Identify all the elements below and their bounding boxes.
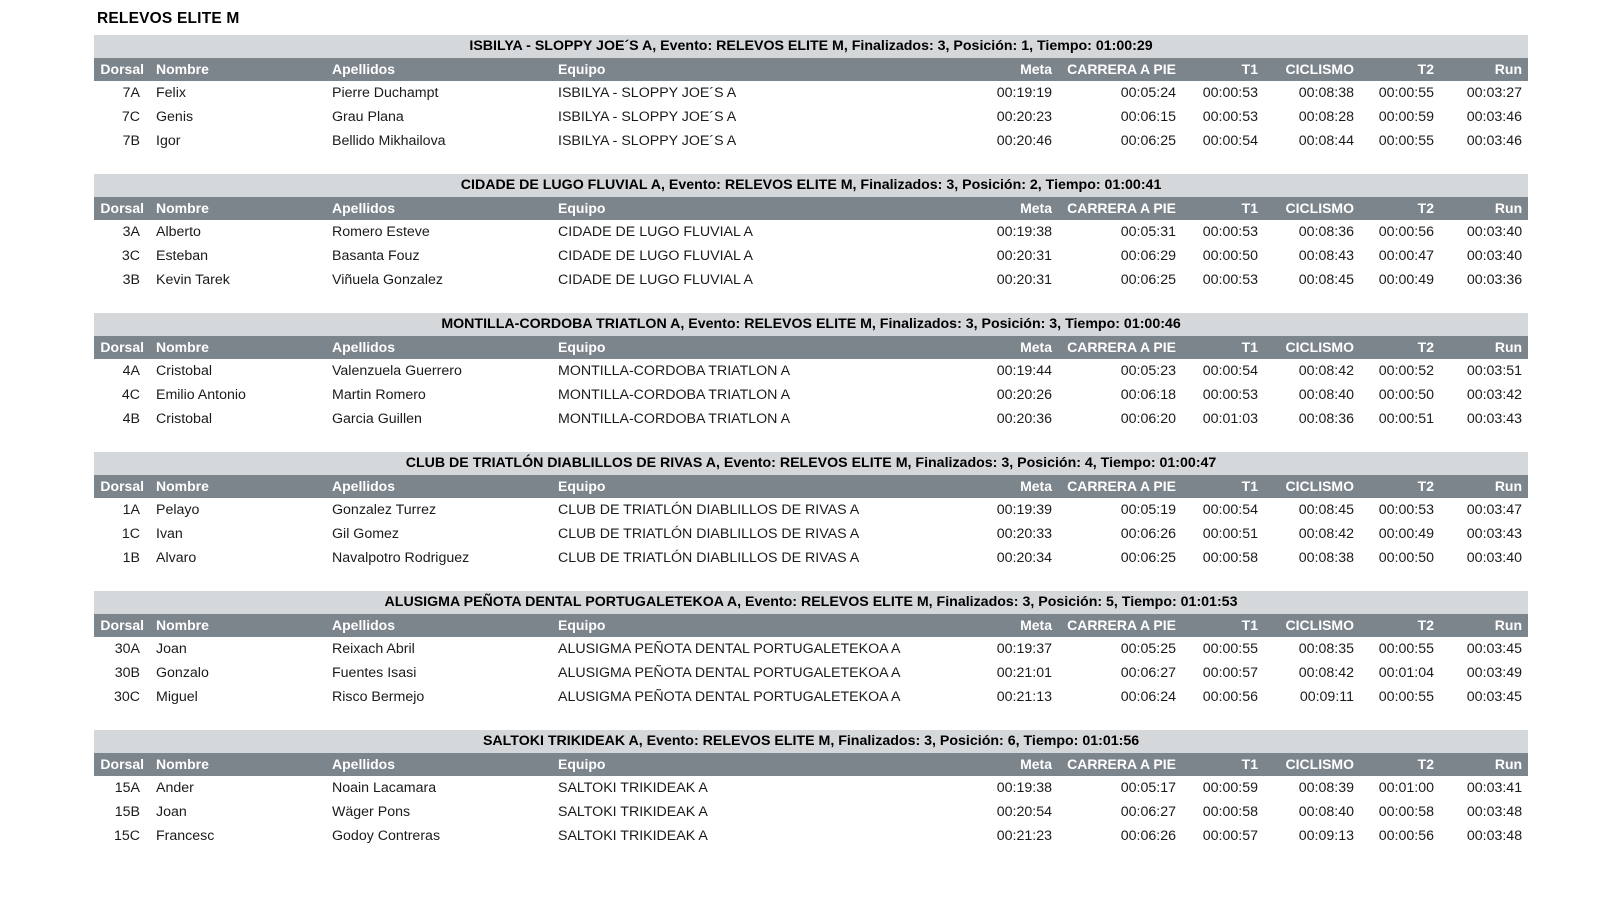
cell-ciclismo: 00:08:42 bbox=[1264, 522, 1360, 546]
table-row[interactable] bbox=[94, 220, 1528, 244]
cell-dorsal: 15A bbox=[94, 776, 150, 800]
column-header-carrera-a-pie[interactable]: CARRERA A PIE bbox=[1058, 753, 1182, 776]
cell-nombre: Felix bbox=[150, 81, 326, 105]
column-header-dorsal[interactable]: Dorsal bbox=[94, 753, 150, 776]
cell-t1: 00:00:53 bbox=[1182, 383, 1264, 407]
cell-meta: 00:19:39 bbox=[954, 498, 1058, 522]
column-header-meta[interactable]: Meta bbox=[954, 753, 1058, 776]
cell-t2: 00:00:55 bbox=[1360, 685, 1440, 709]
cell-t1: 00:00:58 bbox=[1182, 800, 1264, 824]
cell-apellidos: Martin Romero bbox=[326, 383, 552, 407]
cell-meta: 00:19:37 bbox=[954, 637, 1058, 661]
column-header-ciclismo[interactable]: CICLISMO bbox=[1264, 58, 1360, 81]
column-header-dorsal[interactable]: Dorsal bbox=[94, 58, 150, 81]
column-header-carrera-a-pie[interactable]: CARRERA A PIE bbox=[1058, 475, 1182, 498]
cell-carrera-a-pie: 00:05:25 bbox=[1058, 637, 1182, 661]
cell-run: 00:03:45 bbox=[1440, 685, 1528, 709]
cell-ciclismo: 00:08:43 bbox=[1264, 244, 1360, 268]
team-summary-title: SALTOKI TRIKIDEAK A, Evento: RELEVOS ELITE M, Finalizados: 3, Posición: 6, Tiempo: 01:01:56 bbox=[94, 730, 1528, 753]
cell-t1: 00:00:55 bbox=[1182, 637, 1264, 661]
cell-equipo: ALUSIGMA PEÑOTA DENTAL PORTUGALETEKOA A bbox=[552, 685, 954, 709]
cell-ciclismo: 00:08:39 bbox=[1264, 776, 1360, 800]
team-results-table bbox=[94, 591, 1528, 709]
cell-dorsal: 4C bbox=[94, 383, 150, 407]
cell-carrera-a-pie: 00:06:15 bbox=[1058, 105, 1182, 129]
cell-nombre: Cristobal bbox=[150, 407, 326, 431]
cell-equipo: ISBILYA - SLOPPY JOE´S A bbox=[552, 129, 954, 153]
table-row[interactable] bbox=[94, 105, 1528, 129]
cell-run: 00:03:48 bbox=[1440, 800, 1528, 824]
cell-run: 00:03:42 bbox=[1440, 383, 1528, 407]
cell-apellidos: Wäger Pons bbox=[326, 800, 552, 824]
cell-t2: 00:00:55 bbox=[1360, 637, 1440, 661]
cell-apellidos: Fuentes Isasi bbox=[326, 661, 552, 685]
column-header-equipo[interactable]: Equipo bbox=[552, 475, 954, 498]
cell-carrera-a-pie: 00:06:25 bbox=[1058, 129, 1182, 153]
column-header-t1[interactable]: T1 bbox=[1182, 336, 1264, 359]
column-header-ciclismo[interactable]: CICLISMO bbox=[1264, 336, 1360, 359]
cell-equipo: CLUB DE TRIATLÓN DIABLILLOS DE RIVAS A bbox=[552, 522, 954, 546]
column-header-apellidos[interactable]: Apellidos bbox=[326, 753, 552, 776]
team-summary-title: CLUB DE TRIATLÓN DIABLILLOS DE RIVAS A, Evento: RELEVOS ELITE M, Finalizados: 3, Posición: 4, Tiempo: 01:00:47 bbox=[94, 452, 1528, 475]
cell-nombre: Alberto bbox=[150, 220, 326, 244]
column-header-run[interactable]: Run bbox=[1440, 58, 1528, 81]
team-summary-title: ISBILYA - SLOPPY JOE´S A, Evento: RELEVOS ELITE M, Finalizados: 3, Posición: 1, Tiempo: 01:00:29 bbox=[94, 35, 1528, 58]
cell-ciclismo: 00:08:45 bbox=[1264, 268, 1360, 292]
cell-t2: 00:00:49 bbox=[1360, 522, 1440, 546]
cell-nombre: Joan bbox=[150, 637, 326, 661]
cell-run: 00:03:40 bbox=[1440, 220, 1528, 244]
team-summary-title: CIDADE DE LUGO FLUVIAL A, Evento: RELEVOS ELITE M, Finalizados: 3, Posición: 2, Tiempo: 01:00:41 bbox=[94, 174, 1528, 197]
column-header-meta[interactable]: Meta bbox=[954, 197, 1058, 220]
cell-dorsal: 1C bbox=[94, 522, 150, 546]
column-header-equipo[interactable]: Equipo bbox=[552, 614, 954, 637]
cell-meta: 00:21:13 bbox=[954, 685, 1058, 709]
cell-equipo: SALTOKI TRIKIDEAK A bbox=[552, 776, 954, 800]
cell-run: 00:03:46 bbox=[1440, 105, 1528, 129]
cell-carrera-a-pie: 00:05:23 bbox=[1058, 359, 1182, 383]
cell-t2: 00:00:56 bbox=[1360, 824, 1440, 848]
cell-equipo: CIDADE DE LUGO FLUVIAL A bbox=[552, 220, 954, 244]
cell-apellidos: Noain Lacamara bbox=[326, 776, 552, 800]
cell-ciclismo: 00:08:36 bbox=[1264, 220, 1360, 244]
cell-apellidos: Romero Esteve bbox=[326, 220, 552, 244]
cell-t2: 00:00:59 bbox=[1360, 105, 1440, 129]
column-header-run[interactable]: Run bbox=[1440, 753, 1528, 776]
cell-ciclismo: 00:08:44 bbox=[1264, 129, 1360, 153]
cell-carrera-a-pie: 00:06:27 bbox=[1058, 661, 1182, 685]
team-results-table bbox=[94, 452, 1528, 570]
cell-meta: 00:19:38 bbox=[954, 220, 1058, 244]
cell-dorsal: 7C bbox=[94, 105, 150, 129]
column-header-equipo[interactable]: Equipo bbox=[552, 336, 954, 359]
column-header-equipo[interactable]: Equipo bbox=[552, 58, 954, 81]
team-results-table bbox=[94, 313, 1528, 431]
cell-run: 00:03:27 bbox=[1440, 81, 1528, 105]
column-header-apellidos[interactable]: Apellidos bbox=[326, 58, 552, 81]
column-header-ciclismo[interactable]: CICLISMO bbox=[1264, 614, 1360, 637]
table-row[interactable] bbox=[94, 244, 1528, 268]
column-header-t2[interactable]: T2 bbox=[1360, 197, 1440, 220]
cell-dorsal: 3A bbox=[94, 220, 150, 244]
column-header-t2[interactable]: T2 bbox=[1360, 475, 1440, 498]
cell-equipo: CLUB DE TRIATLÓN DIABLILLOS DE RIVAS A bbox=[552, 498, 954, 522]
cell-meta: 00:19:44 bbox=[954, 359, 1058, 383]
table-row[interactable] bbox=[94, 661, 1528, 685]
column-header-t2[interactable]: T2 bbox=[1360, 753, 1440, 776]
cell-ciclismo: 00:08:42 bbox=[1264, 359, 1360, 383]
cell-equipo: MONTILLA-CORDOBA TRIATLON A bbox=[552, 359, 954, 383]
team-title-band bbox=[94, 35, 1528, 58]
cell-meta: 00:21:01 bbox=[954, 661, 1058, 685]
column-header-meta[interactable]: Meta bbox=[954, 614, 1058, 637]
column-header-dorsal[interactable]: Dorsal bbox=[94, 614, 150, 637]
cell-t1: 00:00:51 bbox=[1182, 522, 1264, 546]
table-row[interactable] bbox=[94, 776, 1528, 800]
cell-t2: 00:00:51 bbox=[1360, 407, 1440, 431]
cell-ciclismo: 00:09:13 bbox=[1264, 824, 1360, 848]
team-title-band bbox=[94, 591, 1528, 614]
column-header-nombre[interactable]: Nombre bbox=[150, 753, 326, 776]
table-row[interactable] bbox=[94, 522, 1528, 546]
cell-carrera-a-pie: 00:06:18 bbox=[1058, 383, 1182, 407]
cell-run: 00:03:41 bbox=[1440, 776, 1528, 800]
team-title-band bbox=[94, 730, 1528, 753]
cell-carrera-a-pie: 00:06:26 bbox=[1058, 824, 1182, 848]
cell-carrera-a-pie: 00:05:17 bbox=[1058, 776, 1182, 800]
cell-t2: 00:00:50 bbox=[1360, 546, 1440, 570]
cell-dorsal: 7B bbox=[94, 129, 150, 153]
cell-run: 00:03:45 bbox=[1440, 637, 1528, 661]
cell-ciclismo: 00:08:38 bbox=[1264, 81, 1360, 105]
cell-meta: 00:19:38 bbox=[954, 776, 1058, 800]
cell-ciclismo: 00:09:11 bbox=[1264, 685, 1360, 709]
cell-meta: 00:20:34 bbox=[954, 546, 1058, 570]
cell-nombre: Alvaro bbox=[150, 546, 326, 570]
cell-t2: 00:00:47 bbox=[1360, 244, 1440, 268]
cell-dorsal: 7A bbox=[94, 81, 150, 105]
column-header-run[interactable]: Run bbox=[1440, 614, 1528, 637]
team-title-band bbox=[94, 452, 1528, 475]
cell-meta: 00:20:46 bbox=[954, 129, 1058, 153]
cell-t1: 00:00:57 bbox=[1182, 661, 1264, 685]
column-header-nombre[interactable]: Nombre bbox=[150, 475, 326, 498]
cell-carrera-a-pie: 00:06:25 bbox=[1058, 546, 1182, 570]
cell-equipo: CIDADE DE LUGO FLUVIAL A bbox=[552, 268, 954, 292]
column-header-dorsal[interactable]: Dorsal bbox=[94, 197, 150, 220]
cell-apellidos: Godoy Contreras bbox=[326, 824, 552, 848]
column-header-t1[interactable]: T1 bbox=[1182, 614, 1264, 637]
cell-ciclismo: 00:08:45 bbox=[1264, 498, 1360, 522]
cell-t2: 00:00:50 bbox=[1360, 383, 1440, 407]
column-header-meta[interactable]: Meta bbox=[954, 475, 1058, 498]
team-summary-title: ALUSIGMA PEÑOTA DENTAL PORTUGALETEKOA A, Evento: RELEVOS ELITE M, Finalizados: 3, Posición: 5, Tiempo: 01:01:53 bbox=[94, 591, 1528, 614]
cell-nombre: Pelayo bbox=[150, 498, 326, 522]
cell-dorsal: 1B bbox=[94, 546, 150, 570]
cell-equipo: SALTOKI TRIKIDEAK A bbox=[552, 800, 954, 824]
cell-t1: 00:00:54 bbox=[1182, 129, 1264, 153]
cell-ciclismo: 00:08:36 bbox=[1264, 407, 1360, 431]
table-row[interactable] bbox=[94, 546, 1528, 570]
cell-run: 00:03:43 bbox=[1440, 407, 1528, 431]
table-row[interactable] bbox=[94, 685, 1528, 709]
cell-t2: 00:01:00 bbox=[1360, 776, 1440, 800]
column-header-nombre[interactable]: Nombre bbox=[150, 614, 326, 637]
cell-meta: 00:20:54 bbox=[954, 800, 1058, 824]
column-header-dorsal[interactable]: Dorsal bbox=[94, 475, 150, 498]
cell-nombre: Esteban bbox=[150, 244, 326, 268]
cell-t1: 00:01:03 bbox=[1182, 407, 1264, 431]
cell-carrera-a-pie: 00:06:29 bbox=[1058, 244, 1182, 268]
cell-run: 00:03:49 bbox=[1440, 661, 1528, 685]
cell-ciclismo: 00:08:42 bbox=[1264, 661, 1360, 685]
results-tables-container bbox=[94, 35, 1523, 848]
cell-t2: 00:01:04 bbox=[1360, 661, 1440, 685]
cell-run: 00:03:40 bbox=[1440, 546, 1528, 570]
cell-nombre: Miguel bbox=[150, 685, 326, 709]
cell-t1: 00:00:50 bbox=[1182, 244, 1264, 268]
cell-ciclismo: 00:08:35 bbox=[1264, 637, 1360, 661]
cell-run: 00:03:47 bbox=[1440, 498, 1528, 522]
column-header-row bbox=[94, 58, 1528, 81]
cell-run: 00:03:40 bbox=[1440, 244, 1528, 268]
cell-dorsal: 30C bbox=[94, 685, 150, 709]
cell-apellidos: Basanta Fouz bbox=[326, 244, 552, 268]
cell-apellidos: Navalpotro Rodriguez bbox=[326, 546, 552, 570]
cell-dorsal: 3C bbox=[94, 244, 150, 268]
cell-ciclismo: 00:08:38 bbox=[1264, 546, 1360, 570]
column-header-t1[interactable]: T1 bbox=[1182, 58, 1264, 81]
cell-equipo: ALUSIGMA PEÑOTA DENTAL PORTUGALETEKOA A bbox=[552, 637, 954, 661]
column-header-carrera-a-pie[interactable]: CARRERA A PIE bbox=[1058, 58, 1182, 81]
cell-apellidos: Gil Gomez bbox=[326, 522, 552, 546]
table-row[interactable] bbox=[94, 407, 1528, 431]
cell-dorsal: 30B bbox=[94, 661, 150, 685]
column-header-nombre[interactable]: Nombre bbox=[150, 336, 326, 359]
column-header-apellidos[interactable]: Apellidos bbox=[326, 614, 552, 637]
cell-t2: 00:00:53 bbox=[1360, 498, 1440, 522]
column-header-run[interactable]: Run bbox=[1440, 197, 1528, 220]
column-header-t1[interactable]: T1 bbox=[1182, 197, 1264, 220]
column-header-dorsal[interactable]: Dorsal bbox=[94, 336, 150, 359]
cell-run: 00:03:48 bbox=[1440, 824, 1528, 848]
cell-nombre: Cristobal bbox=[150, 359, 326, 383]
column-header-row bbox=[94, 753, 1528, 776]
cell-dorsal: 3B bbox=[94, 268, 150, 292]
cell-run: 00:03:43 bbox=[1440, 522, 1528, 546]
table-row[interactable] bbox=[94, 637, 1528, 661]
cell-nombre: Kevin Tarek bbox=[150, 268, 326, 292]
cell-meta: 00:20:36 bbox=[954, 407, 1058, 431]
cell-carrera-a-pie: 00:06:20 bbox=[1058, 407, 1182, 431]
cell-dorsal: 4B bbox=[94, 407, 150, 431]
column-header-t2[interactable]: T2 bbox=[1360, 336, 1440, 359]
table-row[interactable] bbox=[94, 498, 1528, 522]
column-header-t2[interactable]: T2 bbox=[1360, 614, 1440, 637]
cell-nombre: Gonzalo bbox=[150, 661, 326, 685]
cell-t1: 00:00:59 bbox=[1182, 776, 1264, 800]
page-title: RELEVOS ELITE M bbox=[97, 10, 240, 27]
cell-ciclismo: 00:08:40 bbox=[1264, 383, 1360, 407]
column-header-run[interactable]: Run bbox=[1440, 336, 1528, 359]
column-header-row bbox=[94, 475, 1528, 498]
cell-t2: 00:00:55 bbox=[1360, 81, 1440, 105]
column-header-carrera-a-pie[interactable]: CARRERA A PIE bbox=[1058, 336, 1182, 359]
cell-dorsal: 4A bbox=[94, 359, 150, 383]
column-header-carrera-a-pie[interactable]: CARRERA A PIE bbox=[1058, 614, 1182, 637]
column-header-run[interactable]: Run bbox=[1440, 475, 1528, 498]
column-header-row bbox=[94, 614, 1528, 637]
cell-apellidos: Grau Plana bbox=[326, 105, 552, 129]
cell-t2: 00:00:52 bbox=[1360, 359, 1440, 383]
cell-carrera-a-pie: 00:06:27 bbox=[1058, 800, 1182, 824]
cell-t2: 00:00:56 bbox=[1360, 220, 1440, 244]
table-row[interactable] bbox=[94, 81, 1528, 105]
column-header-equipo[interactable]: Equipo bbox=[552, 197, 954, 220]
cell-nombre: Joan bbox=[150, 800, 326, 824]
cell-t1: 00:00:54 bbox=[1182, 498, 1264, 522]
cell-ciclismo: 00:08:28 bbox=[1264, 105, 1360, 129]
cell-equipo: MONTILLA-CORDOBA TRIATLON A bbox=[552, 383, 954, 407]
cell-nombre: Ander bbox=[150, 776, 326, 800]
cell-carrera-a-pie: 00:05:31 bbox=[1058, 220, 1182, 244]
cell-apellidos: Reixach Abril bbox=[326, 637, 552, 661]
cell-nombre: Igor bbox=[150, 129, 326, 153]
column-header-meta[interactable]: Meta bbox=[954, 58, 1058, 81]
cell-apellidos: Gonzalez Turrez bbox=[326, 498, 552, 522]
cell-apellidos: Bellido Mikhailova bbox=[326, 129, 552, 153]
cell-nombre: Francesc bbox=[150, 824, 326, 848]
cell-apellidos: Viñuela Gonzalez bbox=[326, 268, 552, 292]
column-header-apellidos[interactable]: Apellidos bbox=[326, 197, 552, 220]
cell-carrera-a-pie: 00:05:19 bbox=[1058, 498, 1182, 522]
cell-run: 00:03:46 bbox=[1440, 129, 1528, 153]
table-row[interactable] bbox=[94, 800, 1528, 824]
cell-nombre: Ivan bbox=[150, 522, 326, 546]
column-header-carrera-a-pie[interactable]: CARRERA A PIE bbox=[1058, 197, 1182, 220]
column-header-meta[interactable]: Meta bbox=[954, 336, 1058, 359]
column-header-nombre[interactable]: Nombre bbox=[150, 197, 326, 220]
cell-meta: 00:20:31 bbox=[954, 268, 1058, 292]
cell-equipo: MONTILLA-CORDOBA TRIATLON A bbox=[552, 407, 954, 431]
cell-t1: 00:00:54 bbox=[1182, 359, 1264, 383]
cell-apellidos: Pierre Duchampt bbox=[326, 81, 552, 105]
cell-run: 00:03:51 bbox=[1440, 359, 1528, 383]
cell-meta: 00:20:33 bbox=[954, 522, 1058, 546]
column-header-row bbox=[94, 336, 1528, 359]
cell-carrera-a-pie: 00:06:25 bbox=[1058, 268, 1182, 292]
cell-run: 00:03:36 bbox=[1440, 268, 1528, 292]
cell-t1: 00:00:53 bbox=[1182, 268, 1264, 292]
table-row[interactable] bbox=[94, 383, 1528, 407]
column-header-equipo[interactable]: Equipo bbox=[552, 753, 954, 776]
column-header-t2[interactable]: T2 bbox=[1360, 58, 1440, 81]
cell-meta: 00:19:19 bbox=[954, 81, 1058, 105]
cell-apellidos: Risco Bermejo bbox=[326, 685, 552, 709]
cell-meta: 00:21:23 bbox=[954, 824, 1058, 848]
team-title-band bbox=[94, 313, 1528, 336]
cell-carrera-a-pie: 00:06:24 bbox=[1058, 685, 1182, 709]
cell-t2: 00:00:58 bbox=[1360, 800, 1440, 824]
cell-carrera-a-pie: 00:06:26 bbox=[1058, 522, 1182, 546]
cell-equipo: CIDADE DE LUGO FLUVIAL A bbox=[552, 244, 954, 268]
cell-t1: 00:00:58 bbox=[1182, 546, 1264, 570]
column-header-apellidos[interactable]: Apellidos bbox=[326, 475, 552, 498]
team-summary-title: MONTILLA-CORDOBA TRIATLON A, Evento: RELEVOS ELITE M, Finalizados: 3, Posición: 3, Tiempo: 01:00:46 bbox=[94, 313, 1528, 336]
column-header-ciclismo[interactable]: CICLISMO bbox=[1264, 197, 1360, 220]
cell-t1: 00:00:53 bbox=[1182, 105, 1264, 129]
cell-equipo: ISBILYA - SLOPPY JOE´S A bbox=[552, 81, 954, 105]
cell-dorsal: 15B bbox=[94, 800, 150, 824]
cell-equipo: ISBILYA - SLOPPY JOE´S A bbox=[552, 105, 954, 129]
cell-t2: 00:00:55 bbox=[1360, 129, 1440, 153]
cell-dorsal: 15C bbox=[94, 824, 150, 848]
cell-t1: 00:00:53 bbox=[1182, 220, 1264, 244]
cell-dorsal: 1A bbox=[94, 498, 150, 522]
cell-t1: 00:00:57 bbox=[1182, 824, 1264, 848]
column-header-t1[interactable]: T1 bbox=[1182, 475, 1264, 498]
column-header-row bbox=[94, 197, 1528, 220]
column-header-t1[interactable]: T1 bbox=[1182, 753, 1264, 776]
cell-nombre: Genis bbox=[150, 105, 326, 129]
team-results-table bbox=[94, 730, 1528, 848]
cell-ciclismo: 00:08:40 bbox=[1264, 800, 1360, 824]
column-header-nombre[interactable]: Nombre bbox=[150, 58, 326, 81]
team-results-table bbox=[94, 35, 1528, 153]
table-row[interactable] bbox=[94, 824, 1528, 848]
cell-t1: 00:00:56 bbox=[1182, 685, 1264, 709]
cell-equipo: SALTOKI TRIKIDEAK A bbox=[552, 824, 954, 848]
team-results-table bbox=[94, 174, 1528, 292]
table-row[interactable] bbox=[94, 268, 1528, 292]
cell-meta: 00:20:31 bbox=[954, 244, 1058, 268]
table-row[interactable] bbox=[94, 129, 1528, 153]
cell-t1: 00:00:53 bbox=[1182, 81, 1264, 105]
cell-t2: 00:00:49 bbox=[1360, 268, 1440, 292]
cell-equipo: CLUB DE TRIATLÓN DIABLILLOS DE RIVAS A bbox=[552, 546, 954, 570]
cell-equipo: ALUSIGMA PEÑOTA DENTAL PORTUGALETEKOA A bbox=[552, 661, 954, 685]
table-row[interactable] bbox=[94, 359, 1528, 383]
column-header-ciclismo[interactable]: CICLISMO bbox=[1264, 753, 1360, 776]
column-header-apellidos[interactable]: Apellidos bbox=[326, 336, 552, 359]
cell-carrera-a-pie: 00:05:24 bbox=[1058, 81, 1182, 105]
cell-meta: 00:20:23 bbox=[954, 105, 1058, 129]
cell-apellidos: Garcia Guillen bbox=[326, 407, 552, 431]
team-title-band bbox=[94, 174, 1528, 197]
cell-meta: 00:20:26 bbox=[954, 383, 1058, 407]
column-header-ciclismo[interactable]: CICLISMO bbox=[1264, 475, 1360, 498]
cell-apellidos: Valenzuela Guerrero bbox=[326, 359, 552, 383]
cell-nombre: Emilio Antonio bbox=[150, 383, 326, 407]
cell-dorsal: 30A bbox=[94, 637, 150, 661]
